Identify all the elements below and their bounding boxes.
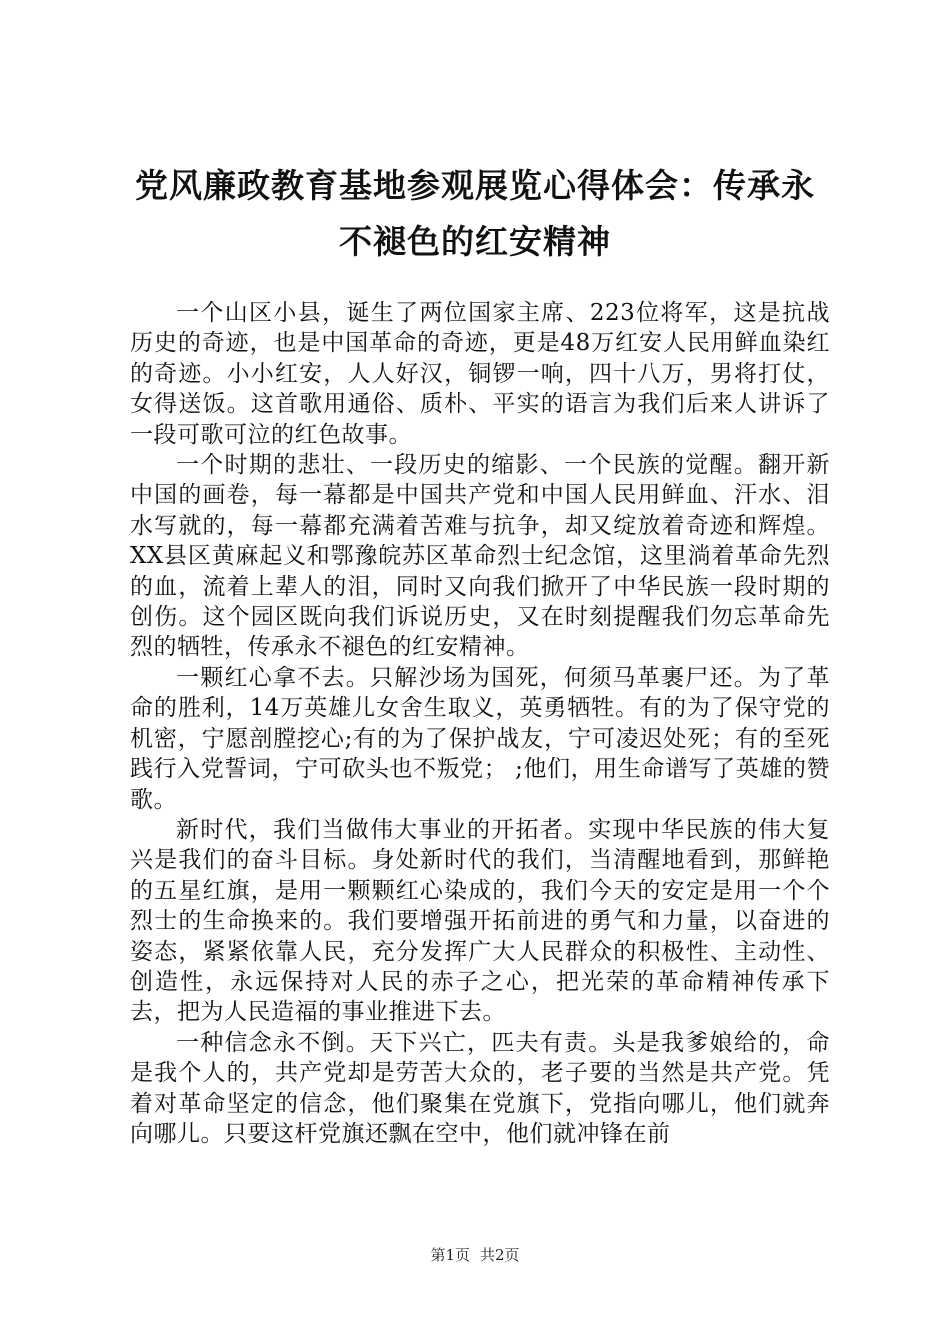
title-line-1: 党风廉政教育基地参观展览心得体会：传承永 bbox=[135, 166, 815, 205]
page-footer bbox=[0, 1244, 950, 1265]
paragraph: 一种信念永不倒。天下兴亡，匹夫有责。头是我爹娘给的，命是我个人的，共产党却是劳苦大众的，老子要的当然是共产党。凭着对革命坚定的信念，他们聚集在党旗下，党指向哪儿，他们就奔向哪儿。只要这杆党旗还飘在空中，他们就冲锋在前 bbox=[130, 1029, 830, 1147]
title-line-2: 不褪色的红安精神 bbox=[339, 222, 611, 261]
paragraph: 一颗红心拿不去。只解沙场为国死，何须马革裹尸还。为了革命的胜利，14万英雄儿女舍生取义，英勇牺牲。有的为了保守党的机密，宁愿剖膛挖心;有的为了保护战友，宁可凌迟处死；有的至死践行入党誓词，宁可砍头也不叛党； ;他们，用生命谱写了英雄的赞歌。 bbox=[130, 664, 830, 813]
page-number: 第1页 bbox=[430, 1246, 470, 1264]
document-title bbox=[120, 158, 830, 270]
paragraph: 新时代，我们当做伟大事业的开拓者。实现中华民族的伟大复兴是我们的奋斗目标。身处新时代的我们，当清醒地看到，那鲜艳的五星红旗，是用一颗颗红心染成的，我们今天的安定是用一个个烈士的生命换来的。我们要增强开拓前进的勇气和力量，以奋进的姿态，紧紧依靠人民，充分发挥广大人民群众的积极性、主动性、创造性，永远保持对人民的赤子之心，把光荣的革命精神传承下去，把为人民造福的事业推进下去。 bbox=[130, 816, 830, 1026]
paragraph: 一个山区小县，诞生了两位国家主席、223位将军，这是抗战历史的奇迹，也是中国革命的奇迹，更是48万红安人民用鲜血染红的奇迹。小小红安，人人好汉，铜锣一响，四十八万，男将打仗，女得送饭。这首歌用通俗、质朴、平实的语言为我们后来人讲诉了一段可歌可泣的红色故事。 bbox=[130, 300, 830, 448]
page-total: 共2页 bbox=[480, 1246, 520, 1264]
paragraph: 一个时期的悲壮、一段历史的缩影、一个民族的觉醒。翻开新中国的画卷，每一幕都是中国共产党和中国人民用鲜血、汗水、泪水写就的，每一幕都充满着苦难与抗争，却又绽放着奇迹和辉煌。XX县区黄麻起义和鄂豫皖苏区革命烈士纪念馆，这里淌着革命先烈的血，流着上辈人的泪，同时又向我们掀开了中华民族一段时期的创伤。这个园区既向我们诉说历史，又在时刻提醒我们勿忘革命先烈的牺牲，传承永不褪色的红安精神。 bbox=[130, 452, 830, 661]
document-body bbox=[130, 298, 830, 1149]
